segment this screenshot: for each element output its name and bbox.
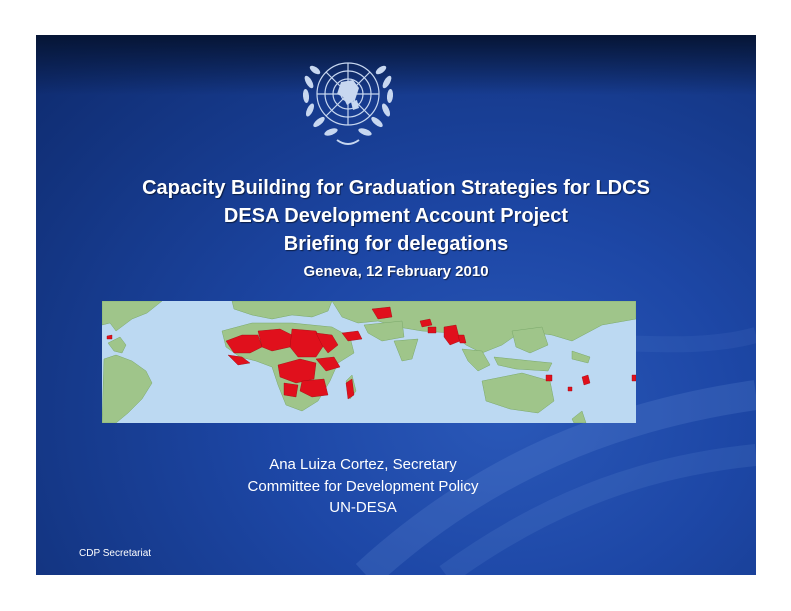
presenter-org: UN-DESA [329, 499, 397, 516]
ldc-world-map [102, 301, 636, 423]
location-date: Geneva, 12 February 2010 [303, 263, 489, 280]
title-line-3: Briefing for delegations [283, 233, 509, 255]
footer-label: CDP Secretariat [79, 548, 152, 559]
title-line-2: DESA Development Account Project [223, 205, 569, 227]
presenter-committee: Committee for Development Policy [247, 478, 479, 495]
presenter-name: Ana Luiza Cortez, Secretary [269, 456, 457, 473]
un-emblem [301, 50, 395, 154]
slide [36, 35, 756, 575]
title-line-1: Capacity Building for Graduation Strategies for LDCS [142, 177, 650, 199]
